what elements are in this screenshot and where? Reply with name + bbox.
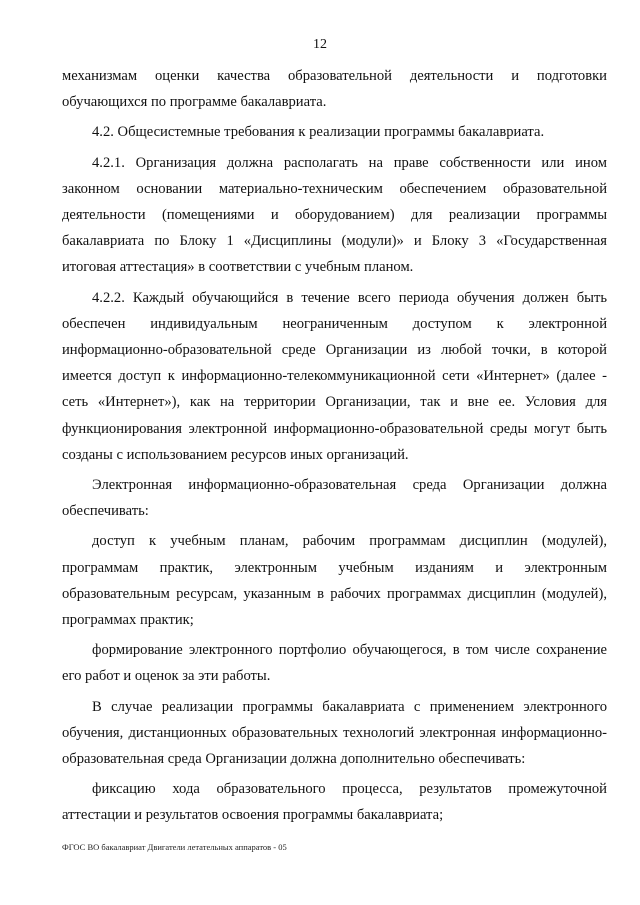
- page-footer: ФГОС ВО бакалавриат Двигатели летательных аппаратов - 05: [62, 842, 287, 852]
- paragraph-section-4-2-2: 4.2.2. Каждый обучающийся в течение всего периода обучения должен быть обеспечен индивидуальным неограниченным доступом к электронной информационно-образовательной среде Организации из любой точки, в которой имеется доступ к информационно-телекоммуникационной сети «Интернет» (далее - сеть «Интернет»), как на территории Организации, так и вне ее. Условия для функционирования электронной информационно-образовательной среды могут быть созданы с использованием ресурсов иных организаций.: [62, 289, 607, 463]
- paragraph-continuation: механизмам оценки качества образовательной деятельности и подготовки обучающихся по программе бакалавриата.: [62, 68, 607, 111]
- paragraph-distance-learning: В случае реализации программы бакалавриата с применением электронного обучения, дистанционных образовательных технологий электронная информационно-образовательная среда Организации должна дополнительно обеспечивать:: [62, 698, 607, 768]
- page-number: 12: [313, 37, 327, 52]
- document-body: [62, 63, 607, 833]
- paragraph-access-item: доступ к учебным планам, рабочим программам дисциплин (модулей), программам практик, электронным учебным изданиям и электронным образовательным ресурсам, указанным в рабочих программах дисциплин (модулей), программах практик;: [62, 533, 607, 629]
- paragraph-portfolio-item: формирование электронного портфолио обучающегося, в том числе сохранение его работ и оценок за эти работы.: [62, 642, 607, 685]
- paragraph-section-4-2-1: 4.2.1. Организация должна располагать на праве собственности или ином законном основании материально-техническим обеспечением образовательной деятельности (помещениями и оборудованием) для реализации программы бакалавриата по Блоку 1 «Дисциплины (модули)» и Блоку 3 «Государственная итоговая аттестация» в соответствии с учебным планом.: [62, 154, 607, 276]
- paragraph-section-4-2: 4.2. Общесистемные требования к реализации программы бакалавриата.: [92, 124, 545, 141]
- paragraph-recording-item: фиксацию хода образовательного процесса, результатов промежуточной аттестации и результатов освоения программы бакалавриата;: [62, 781, 607, 824]
- paragraph-environment-intro: Электронная информационно-образовательная среда Организации должна обеспечивать:: [62, 477, 607, 520]
